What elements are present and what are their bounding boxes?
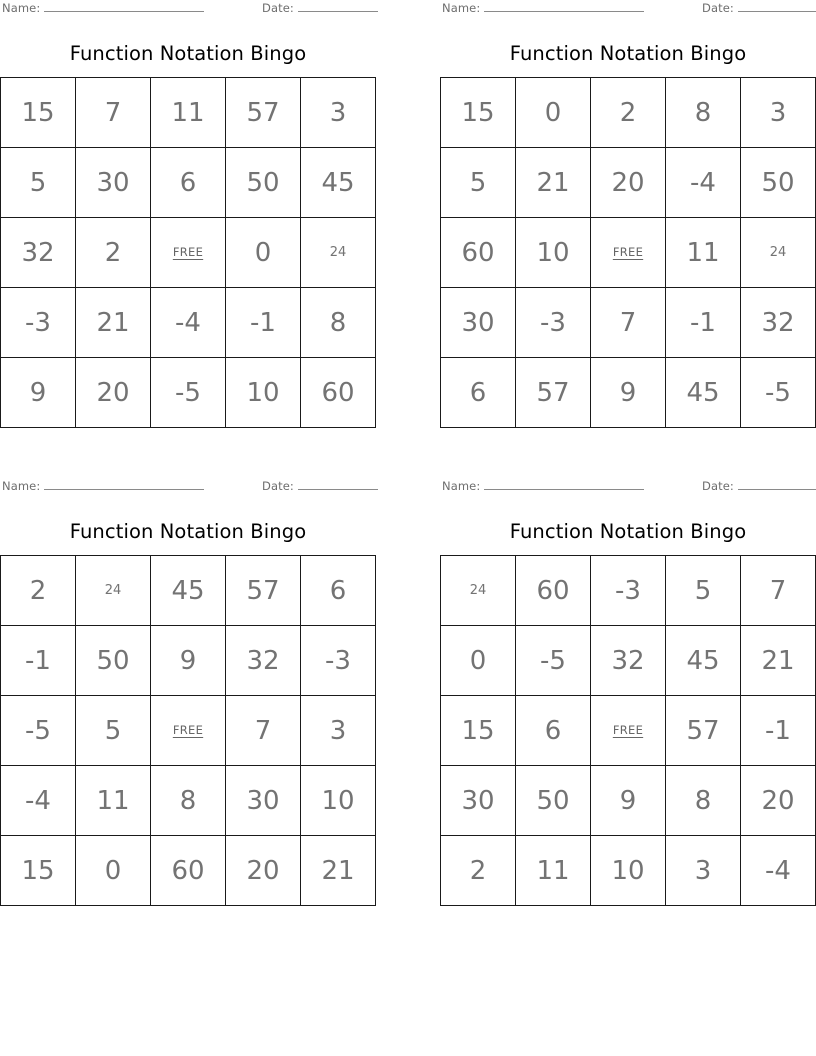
bingo-card-4: [440, 478, 816, 906]
bingo-cell[interactable]: 6: [151, 148, 226, 218]
bingo-cell[interactable]: -1: [226, 288, 301, 358]
name-date-line: [440, 478, 816, 500]
bingo-cell[interactable]: 21: [301, 836, 376, 906]
bingo-cell[interactable]: 15: [441, 78, 516, 148]
bingo-cell[interactable]: 45: [151, 556, 226, 626]
bingo-cell[interactable]: 32: [591, 626, 666, 696]
bingo-cell[interactable]: 11: [151, 78, 226, 148]
bingo-cell[interactable]: 57: [516, 358, 591, 428]
bingo-cell[interactable]: -4: [741, 836, 816, 906]
bingo-grid: [0, 77, 376, 428]
name-label: Name:: [442, 1, 481, 15]
bingo-cell[interactable]: -5: [151, 358, 226, 428]
bingo-cell[interactable]: 3: [741, 78, 816, 148]
bingo-cell[interactable]: 10: [301, 766, 376, 836]
bingo-cell[interactable]: 50: [741, 148, 816, 218]
date-label: Date:: [262, 1, 294, 15]
bingo-cell[interactable]: 7: [76, 78, 151, 148]
name-field[interactable]: [442, 0, 644, 15]
bingo-cell[interactable]: 15: [1, 78, 76, 148]
bingo-cell[interactable]: 60: [301, 358, 376, 428]
bingo-cell[interactable]: 8: [666, 78, 741, 148]
bingo-row: [1, 288, 376, 358]
bingo-cell[interactable]: 10: [591, 836, 666, 906]
bingo-row: [1, 556, 376, 626]
card-title: Function Notation Bingo: [509, 520, 747, 543]
name-blank-line[interactable]: [44, 0, 204, 12]
bingo-cell[interactable]: 57: [226, 78, 301, 148]
bingo-cell[interactable]: 10: [226, 358, 301, 428]
bingo-cell[interactable]: 21: [741, 626, 816, 696]
name-date-line: [440, 0, 816, 22]
bingo-cell[interactable]: 30: [441, 766, 516, 836]
bingo-cell[interactable]: -4: [151, 288, 226, 358]
bingo-cell[interactable]: 60: [441, 218, 516, 288]
bingo-cell[interactable]: 15: [441, 696, 516, 766]
bingo-cell[interactable]: 20: [76, 358, 151, 428]
bingo-cell[interactable]: -3: [516, 288, 591, 358]
name-field[interactable]: [442, 478, 644, 493]
bingo-cell[interactable]: 0: [441, 626, 516, 696]
name-date-line: [0, 478, 376, 500]
bingo-row: [1, 148, 376, 218]
bingo-cell[interactable]: 50: [516, 766, 591, 836]
bingo-cell[interactable]: 10: [516, 218, 591, 288]
date-blank-line[interactable]: [738, 478, 816, 490]
bingo-cell[interactable]: 21: [76, 288, 151, 358]
free-cell[interactable]: FREE: [591, 696, 666, 766]
bingo-cell[interactable]: 2: [1, 556, 76, 626]
card-title: Function Notation Bingo: [69, 42, 307, 65]
bingo-cell[interactable]: 6: [516, 696, 591, 766]
bingo-cell[interactable]: -5: [741, 358, 816, 428]
bingo-cell[interactable]: 8: [666, 766, 741, 836]
bingo-cell[interactable]: 7: [226, 696, 301, 766]
date-label: Date:: [702, 1, 734, 15]
date-blank-line[interactable]: [738, 0, 816, 12]
bingo-grid: [440, 77, 816, 428]
bingo-row: [1, 696, 376, 766]
bingo-cell[interactable]: 45: [301, 148, 376, 218]
bingo-cell[interactable]: 24: [441, 556, 516, 626]
date-field[interactable]: [262, 478, 378, 493]
bingo-cell[interactable]: 11: [666, 218, 741, 288]
bingo-row: [441, 626, 816, 696]
bingo-row: [441, 836, 816, 906]
bingo-card-2: [440, 0, 816, 428]
bingo-cell[interactable]: -1: [1, 626, 76, 696]
bingo-cell[interactable]: 5: [76, 696, 151, 766]
bingo-grid: [0, 555, 376, 906]
bingo-cell[interactable]: 32: [1, 218, 76, 288]
bingo-cell[interactable]: 6: [441, 358, 516, 428]
bingo-cell[interactable]: 3: [301, 78, 376, 148]
date-field[interactable]: [262, 0, 378, 15]
name-label: Name:: [2, 479, 41, 493]
name-field[interactable]: [2, 0, 204, 15]
bingo-cell[interactable]: 7: [741, 556, 816, 626]
bingo-row: [441, 148, 816, 218]
bingo-cell[interactable]: 2: [441, 836, 516, 906]
bingo-cell[interactable]: 9: [591, 766, 666, 836]
bingo-cell[interactable]: -4: [666, 148, 741, 218]
bingo-grid: [440, 555, 816, 906]
bingo-row: [441, 696, 816, 766]
bingo-cell[interactable]: 24: [301, 218, 376, 288]
bingo-cell[interactable]: 57: [666, 696, 741, 766]
bingo-cell[interactable]: -3: [301, 626, 376, 696]
name-blank-line[interactable]: [44, 478, 204, 490]
name-blank-line[interactable]: [484, 478, 644, 490]
name-field[interactable]: [2, 478, 204, 493]
bingo-cell[interactable]: 50: [76, 626, 151, 696]
date-blank-line[interactable]: [298, 0, 378, 12]
bingo-cell[interactable]: -1: [666, 288, 741, 358]
name-label: Name:: [442, 479, 481, 493]
bingo-cell[interactable]: 0: [226, 218, 301, 288]
bingo-cell[interactable]: 15: [1, 836, 76, 906]
bingo-row: [1, 626, 376, 696]
bingo-cell[interactable]: 7: [591, 288, 666, 358]
bingo-cell[interactable]: 11: [76, 766, 151, 836]
bingo-cell[interactable]: 2: [76, 218, 151, 288]
bingo-cell[interactable]: 5: [666, 556, 741, 626]
bingo-cell[interactable]: 3: [301, 696, 376, 766]
bingo-cell[interactable]: 21: [516, 148, 591, 218]
bingo-cell[interactable]: 9: [1, 358, 76, 428]
card-title: Function Notation Bingo: [509, 42, 747, 65]
bingo-cell[interactable]: 20: [741, 766, 816, 836]
bingo-cell[interactable]: 20: [591, 148, 666, 218]
free-cell[interactable]: FREE: [151, 696, 226, 766]
bingo-cell[interactable]: -3: [1, 288, 76, 358]
bingo-cell[interactable]: 8: [301, 288, 376, 358]
bingo-cell[interactable]: 32: [741, 288, 816, 358]
date-label: Date:: [702, 479, 734, 493]
bingo-cell[interactable]: 3: [666, 836, 741, 906]
free-cell[interactable]: FREE: [151, 218, 226, 288]
date-label: Date:: [262, 479, 294, 493]
name-date-line: [0, 0, 376, 22]
bingo-cell[interactable]: 5: [441, 148, 516, 218]
bingo-cell[interactable]: 5: [1, 148, 76, 218]
bingo-cell[interactable]: 9: [151, 626, 226, 696]
date-field[interactable]: [702, 0, 816, 15]
bingo-cell[interactable]: 60: [151, 836, 226, 906]
bingo-cell[interactable]: 9: [591, 358, 666, 428]
bingo-cell[interactable]: 50: [226, 148, 301, 218]
bingo-cell[interactable]: 24: [741, 218, 816, 288]
bingo-cell[interactable]: 30: [76, 148, 151, 218]
bingo-row: [1, 78, 376, 148]
date-blank-line[interactable]: [298, 478, 378, 490]
bingo-row: [1, 836, 376, 906]
bingo-cell[interactable]: 45: [666, 358, 741, 428]
bingo-row: [441, 218, 816, 288]
bingo-row: [1, 766, 376, 836]
bingo-card-3: [0, 478, 376, 906]
bingo-row: [1, 218, 376, 288]
bingo-row: [441, 766, 816, 836]
free-cell[interactable]: FREE: [591, 218, 666, 288]
bingo-cell[interactable]: 30: [441, 288, 516, 358]
bingo-cell[interactable]: 45: [666, 626, 741, 696]
bingo-cell[interactable]: 20: [226, 836, 301, 906]
bingo-cell[interactable]: 8: [151, 766, 226, 836]
bingo-cell[interactable]: 2: [591, 78, 666, 148]
bingo-row: [1, 358, 376, 428]
bingo-cell[interactable]: 57: [226, 556, 301, 626]
bingo-cell[interactable]: -4: [1, 766, 76, 836]
bingo-cell[interactable]: 0: [516, 78, 591, 148]
date-field[interactable]: [702, 478, 816, 493]
bingo-cell[interactable]: 11: [516, 836, 591, 906]
bingo-cell[interactable]: -5: [1, 696, 76, 766]
bingo-row: [441, 556, 816, 626]
bingo-cell[interactable]: -5: [516, 626, 591, 696]
card-title: Function Notation Bingo: [69, 520, 307, 543]
bingo-cell[interactable]: -1: [741, 696, 816, 766]
bingo-cell[interactable]: 32: [226, 626, 301, 696]
bingo-cell[interactable]: 60: [516, 556, 591, 626]
bingo-cell[interactable]: 6: [301, 556, 376, 626]
bingo-row: [441, 288, 816, 358]
bingo-cell[interactable]: -3: [591, 556, 666, 626]
bingo-cell[interactable]: 0: [76, 836, 151, 906]
name-blank-line[interactable]: [484, 0, 644, 12]
bingo-row: [441, 78, 816, 148]
bingo-cell[interactable]: 24: [76, 556, 151, 626]
bingo-cell[interactable]: 30: [226, 766, 301, 836]
bingo-card-1: [0, 0, 376, 428]
name-label: Name:: [2, 1, 41, 15]
bingo-row: [441, 358, 816, 428]
